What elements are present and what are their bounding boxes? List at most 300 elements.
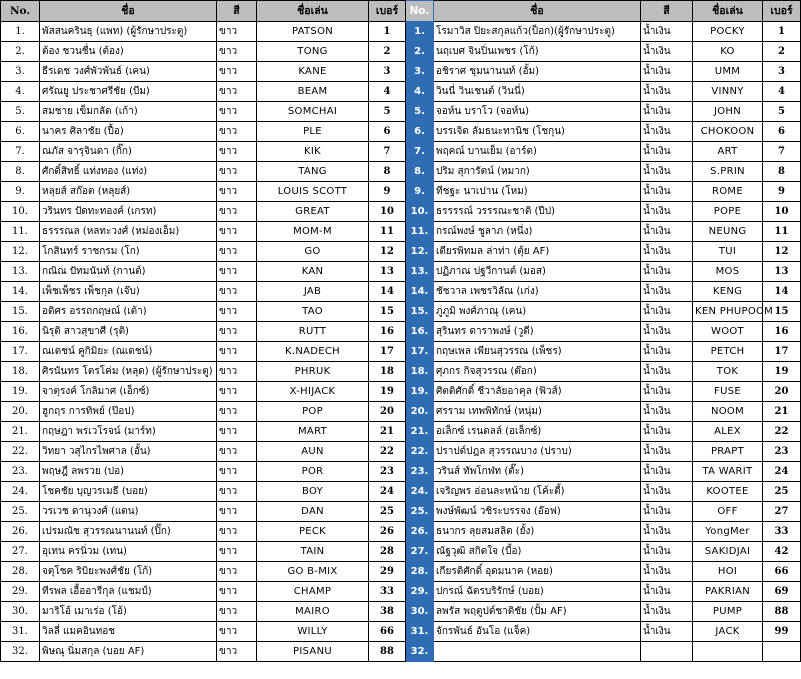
nickname: RUTT xyxy=(257,322,369,342)
team-color-right: น้ำเงิน xyxy=(641,282,693,302)
player-name: ทีรพล เอื้ออารีกุล (แชมป์) xyxy=(40,582,217,602)
nickname: TANG xyxy=(257,162,369,182)
player-name: กฤษฎา พรเวโรจน์ (มาร์ท) xyxy=(40,422,217,442)
table-row xyxy=(1,542,801,562)
shirt-number-right: 23 xyxy=(763,442,801,462)
row-number-right: 16. xyxy=(406,322,434,342)
nickname-right: CHOKOON xyxy=(693,122,763,142)
shirt-number-right: 15 xyxy=(763,302,801,322)
shirt-number-right: 99 xyxy=(763,622,801,642)
shirt-number: 13 xyxy=(369,262,406,282)
team-color-right: น้ำเงิน xyxy=(641,462,693,482)
team-color: ขาว xyxy=(217,582,257,602)
shirt-number: 1 xyxy=(369,22,406,42)
nickname: MART xyxy=(257,422,369,442)
table-row xyxy=(1,62,801,82)
team-color: ขาว xyxy=(217,362,257,382)
row-number: 30. xyxy=(1,602,40,622)
row-number: 26. xyxy=(1,522,40,542)
shirt-number: 26 xyxy=(369,522,406,542)
row-number-right: 11. xyxy=(406,222,434,242)
table-row xyxy=(1,22,801,42)
player-name-right: ปฏิภาณ ปฐวีกานต์ (มอส) xyxy=(434,262,641,282)
player-name: นาคร ศิลาชัย (ปื้อ) xyxy=(40,122,217,142)
row-number: 4. xyxy=(1,82,40,102)
row-number-right: 3. xyxy=(406,62,434,82)
nickname-right: PAKRIAN xyxy=(693,582,763,602)
header-shirt-number-right: เบอร์ xyxy=(763,1,801,22)
team-color: ขาว xyxy=(217,222,257,242)
row-number: 27. xyxy=(1,542,40,562)
row-number-right: 6. xyxy=(406,122,434,142)
row-number: 2. xyxy=(1,42,40,62)
header-name: ชื่อ xyxy=(40,1,217,22)
team-color-right: น้ำเงิน xyxy=(641,482,693,502)
player-name: เพ็ชเพ็ชร เพ็ชกุล (เจ๊บ) xyxy=(40,282,217,302)
table-row xyxy=(1,122,801,142)
shirt-number-right: 10 xyxy=(763,202,801,222)
player-name-right: ชัชวาล เพชรวิลัณ (เก่ง) xyxy=(434,282,641,302)
table-row xyxy=(1,482,801,502)
team-color-right: น้ำเงิน xyxy=(641,442,693,462)
row-number-right: 9. xyxy=(406,182,434,202)
nickname-right: KEN PHUPOOM xyxy=(693,302,763,322)
team-color-right: น้ำเงิน xyxy=(641,582,693,602)
row-number: 18. xyxy=(1,362,40,382)
nickname-right: ALEX xyxy=(693,422,763,442)
nickname: BOY xyxy=(257,482,369,502)
nickname-right: MOS xyxy=(693,262,763,282)
shirt-number: 14 xyxy=(369,282,406,302)
player-name-right: สุรินทร ดาราพงษ์ (วูดี) xyxy=(434,322,641,342)
nickname: GO B-MIX xyxy=(257,562,369,582)
row-number-right: 10. xyxy=(406,202,434,222)
shirt-number: 10 xyxy=(369,202,406,222)
shirt-number-right: 14 xyxy=(763,282,801,302)
shirt-number: 25 xyxy=(369,502,406,522)
shirt-number: 88 xyxy=(369,642,406,662)
shirt-number-right: 13 xyxy=(763,262,801,282)
row-number-right: 23. xyxy=(406,462,434,482)
player-name: สมชาย เข็มกลัด (เก้า) xyxy=(40,102,217,122)
table-row xyxy=(1,142,801,162)
row-number: 11. xyxy=(1,222,40,242)
table-row xyxy=(1,642,801,662)
nickname: TAO xyxy=(257,302,369,322)
row-number-right: 7. xyxy=(406,142,434,162)
team-color-right: น้ำเงิน xyxy=(641,522,693,542)
team-color-right: น้ำเงิน xyxy=(641,42,693,62)
team-color: ขาว xyxy=(217,442,257,462)
player-name: อุเทน ครนิ่วม (เทน) xyxy=(40,542,217,562)
row-number-right: 32. xyxy=(406,642,434,662)
row-number: 12. xyxy=(1,242,40,262)
player-name: กณิณ ปัทมนันท์ (กานต์) xyxy=(40,262,217,282)
shirt-number-right: 9 xyxy=(763,182,801,202)
team-color: ขาว xyxy=(217,122,257,142)
player-name-right: นฤเบศ จินปิ่นเพชร (โก้) xyxy=(434,42,641,62)
team-color: ขาว xyxy=(217,502,257,522)
table-row xyxy=(1,302,801,322)
nickname-right: S.PRIN xyxy=(693,162,763,182)
shirt-number-right: 11 xyxy=(763,222,801,242)
header-name-right: ชื่อ xyxy=(434,1,641,22)
shirt-number: 24 xyxy=(369,482,406,502)
row-number-right: 1. xyxy=(406,22,434,42)
player-name-right: วรินส์ ทัพโกฬท (ตั๊ะ) xyxy=(434,462,641,482)
player-name: วิลลี่ แมคอินทอช xyxy=(40,622,217,642)
nickname-right: PUMP xyxy=(693,602,763,622)
team-color-right: น้ำเงิน xyxy=(641,422,693,442)
nickname-right: NEUNG xyxy=(693,222,763,242)
nickname-right: KO xyxy=(693,42,763,62)
player-name: ธีรเดช วงศ์พัวพันธ์ (เคน) xyxy=(40,62,217,82)
shirt-number: 23 xyxy=(369,462,406,482)
nickname-right: JOHN xyxy=(693,102,763,122)
row-number: 16. xyxy=(1,322,40,342)
roster-body xyxy=(1,22,801,662)
shirt-number-right: 16 xyxy=(763,322,801,342)
shirt-number: 12 xyxy=(369,242,406,262)
player-name: พัสสนครินธุ (แพท) (ผู้รักษาประตู) xyxy=(40,22,217,42)
shirt-number: 9 xyxy=(369,182,406,202)
team-color: ขาว xyxy=(217,162,257,182)
table-row xyxy=(1,222,801,242)
shirt-number: 28 xyxy=(369,542,406,562)
team-color-right: น้ำเงิน xyxy=(641,102,693,122)
row-number-right: 13. xyxy=(406,262,434,282)
player-name-right: ณัฐวุฒิ สกิดใจ (บี้อ) xyxy=(434,542,641,562)
nickname: AUN xyxy=(257,442,369,462)
table-row xyxy=(1,422,801,442)
player-name: วรเวช ดานุวงศ์ (แดน) xyxy=(40,502,217,522)
player-name-right: พฤคณ์ บานเย็ม (อาร์ต) xyxy=(434,142,641,162)
team-color-right: น้ำเงิน xyxy=(641,222,693,242)
shirt-number-right: 20 xyxy=(763,382,801,402)
player-name: ศักดิ์สิทธิ์ แท่งทอง (แท่ง) xyxy=(40,162,217,182)
team-color-right xyxy=(641,642,693,662)
team-color-right: น้ำเงิน xyxy=(641,542,693,562)
table-row xyxy=(1,382,801,402)
nickname-right: OFF xyxy=(693,502,763,522)
shirt-number-right: 33 xyxy=(763,522,801,542)
row-number: 14. xyxy=(1,282,40,302)
row-number: 29. xyxy=(1,582,40,602)
player-name: จาตุรงค์ โกลิมาศ (เอ็กซ์) xyxy=(40,382,217,402)
nickname: BEAM xyxy=(257,82,369,102)
player-name: โกสินทร์ ราชกรม (โก) xyxy=(40,242,217,262)
player-name: ศรัณยู ประชาศรีชัย (บีม) xyxy=(40,82,217,102)
nickname: GREAT xyxy=(257,202,369,222)
player-name-right: อเล็กซ์ เรนดลล์ (อเล็กซ์) xyxy=(434,422,641,442)
nickname: KANE xyxy=(257,62,369,82)
shirt-number-right: 6 xyxy=(763,122,801,142)
nickname: MOM-M xyxy=(257,222,369,242)
table-row xyxy=(1,322,801,342)
shirt-number-right: 27 xyxy=(763,502,801,522)
row-number-right: 14. xyxy=(406,282,434,302)
shirt-number: 2 xyxy=(369,42,406,62)
shirt-number-right: 88 xyxy=(763,602,801,622)
row-number: 20. xyxy=(1,402,40,422)
row-number: 13. xyxy=(1,262,40,282)
row-number: 31. xyxy=(1,622,40,642)
team-color: ขาว xyxy=(217,602,257,622)
player-name-right: โรมาวิส ปิยะสกุลแก้ว(ป็อก)(ผู้รักษาประตู) xyxy=(434,22,641,42)
player-name: มาริโอ้ เมาเร่อ (โอ้) xyxy=(40,602,217,622)
player-name-right: ธนากร ลุยสมสลิต (ยั้ง) xyxy=(434,522,641,542)
row-number: 23. xyxy=(1,462,40,482)
nickname-right xyxy=(693,642,763,662)
team-color-right: น้ำเงิน xyxy=(641,122,693,142)
nickname: CHAMP xyxy=(257,582,369,602)
team-color: ขาว xyxy=(217,422,257,442)
player-name: หลุยส์ สก๊อต (หลุยส์) xyxy=(40,182,217,202)
team-color: ขาว xyxy=(217,562,257,582)
shirt-number-right: 66 xyxy=(763,562,801,582)
nickname-right: TUI xyxy=(693,242,763,262)
shirt-number: 66 xyxy=(369,622,406,642)
team-color-right: น้ำเงิน xyxy=(641,562,693,582)
shirt-number-right: 3 xyxy=(763,62,801,82)
nickname: MAIRO xyxy=(257,602,369,622)
team-color: ขาว xyxy=(217,382,257,402)
row-number: 6. xyxy=(1,122,40,142)
shirt-number-right: 5 xyxy=(763,102,801,122)
row-number-right: 31. xyxy=(406,622,434,642)
player-name-right: จอห์น บราโว (จอห์น) xyxy=(434,102,641,122)
table-row xyxy=(1,242,801,262)
nickname: KAN xyxy=(257,262,369,282)
shirt-number: 16 xyxy=(369,322,406,342)
team-color-right: น้ำเงิน xyxy=(641,402,693,422)
team-color-right: น้ำเงิน xyxy=(641,622,693,642)
team-color: ขาว xyxy=(217,102,257,122)
team-color: ขาว xyxy=(217,622,257,642)
row-number-right: 5. xyxy=(406,102,434,122)
player-name: ธรรรณล (หลทะวงศ์ (หม่องเอ็ม) xyxy=(40,222,217,242)
team-color: ขาว xyxy=(217,462,257,482)
row-number: 17. xyxy=(1,342,40,362)
nickname: GO xyxy=(257,242,369,262)
header-color: สี xyxy=(217,1,257,22)
shirt-number: 5 xyxy=(369,102,406,122)
table-row xyxy=(1,602,801,622)
nickname-right: ROME xyxy=(693,182,763,202)
nickname: PHRUK xyxy=(257,362,369,382)
player-name-right: ธรรรรณ์ วรรรณะชาติ (ปีป) xyxy=(434,202,641,222)
nickname-right: UMM xyxy=(693,62,763,82)
team-color: ขาว xyxy=(217,302,257,322)
player-name: พิษณุ นิ่มสกุล (บอย AF) xyxy=(40,642,217,662)
row-number-right: 28. xyxy=(406,562,434,582)
table-row xyxy=(1,82,801,102)
team-color-right: น้ำเงิน xyxy=(641,162,693,182)
nickname: PATSON xyxy=(257,22,369,42)
shirt-number-right: 22 xyxy=(763,422,801,442)
nickname: X-HIJACK xyxy=(257,382,369,402)
row-number-right: 2. xyxy=(406,42,434,62)
team-color: ขาว xyxy=(217,242,257,262)
team-color-right: น้ำเงิน xyxy=(641,322,693,342)
player-name: ต้อง ชวนชื่น (ต้อง) xyxy=(40,42,217,62)
shirt-number: 17 xyxy=(369,342,406,362)
shirt-number-right: 12 xyxy=(763,242,801,262)
nickname-right: NOOM xyxy=(693,402,763,422)
row-number-right: 19. xyxy=(406,382,434,402)
table-header-row xyxy=(1,1,801,22)
shirt-number-right: 69 xyxy=(763,582,801,602)
nickname: PECK xyxy=(257,522,369,542)
player-name-right: กฤษเพล เพียนสุวรรณ (เพ็ชร) xyxy=(434,342,641,362)
row-number-right: 20. xyxy=(406,402,434,422)
row-number-right: 4. xyxy=(406,82,434,102)
player-name-right: ทีชฐะ นาเปาน (โหม) xyxy=(434,182,641,202)
shirt-number: 22 xyxy=(369,442,406,462)
shirt-number-right: 8 xyxy=(763,162,801,182)
team-color-right: น้ำเงิน xyxy=(641,262,693,282)
row-number: 9. xyxy=(1,182,40,202)
player-name-right: วินนี่ วินเชนต์ (วินนี่) xyxy=(434,82,641,102)
player-name: วิทยา วสุไกรไพศาล (อั้น) xyxy=(40,442,217,462)
team-color: ขาว xyxy=(217,482,257,502)
player-name-right: เตียรพิทมล ล่าท่า (ตุ้ย AF) xyxy=(434,242,641,262)
team-color: ขาว xyxy=(217,62,257,82)
player-name: ฮูกฤร การทิพย์ (ป๊อป) xyxy=(40,402,217,422)
shirt-number-right: 17 xyxy=(763,342,801,362)
header-no-right: No. xyxy=(406,1,434,22)
nickname-right: ART xyxy=(693,142,763,162)
shirt-number: 20 xyxy=(369,402,406,422)
table-row xyxy=(1,502,801,522)
nickname: WILLY xyxy=(257,622,369,642)
team-color: ขาว xyxy=(217,42,257,62)
team-color: ขาว xyxy=(217,522,257,542)
table-row xyxy=(1,622,801,642)
row-number: 25. xyxy=(1,502,40,522)
team-color: ขาว xyxy=(217,322,257,342)
player-name-right: ปริม สุการัตน์ (หมาก) xyxy=(434,162,641,182)
shirt-number: 6 xyxy=(369,122,406,142)
shirt-number: 15 xyxy=(369,302,406,322)
table-row xyxy=(1,182,801,202)
row-number-right: 17. xyxy=(406,342,434,362)
player-name-right: เกียรติศักดิ์ อุดมนาค (หอย) xyxy=(434,562,641,582)
team-color-right: น้ำเงิน xyxy=(641,382,693,402)
header-no: No. xyxy=(1,1,40,22)
nickname-right: POCKY xyxy=(693,22,763,42)
table-row xyxy=(1,462,801,482)
row-number-right: 24. xyxy=(406,482,434,502)
row-number: 3. xyxy=(1,62,40,82)
nickname-right: KENG xyxy=(693,282,763,302)
table-row xyxy=(1,442,801,462)
player-name: พฤษฎี ลพรวย (ปอ) xyxy=(40,462,217,482)
team-color-right: น้ำเงิน xyxy=(641,242,693,262)
nickname-right: PETCH xyxy=(693,342,763,362)
nickname-right: TOK xyxy=(693,362,763,382)
table-row xyxy=(1,342,801,362)
team-color-right: น้ำเงิน xyxy=(641,302,693,322)
row-number: 7. xyxy=(1,142,40,162)
nickname-right: JACK xyxy=(693,622,763,642)
row-number: 28. xyxy=(1,562,40,582)
team-color: ขาว xyxy=(217,342,257,362)
header-shirt-number: เบอร์ xyxy=(369,1,406,22)
player-name: ณภัส จารุจินดา (กิ๊ก) xyxy=(40,142,217,162)
header-color-right: สี xyxy=(641,1,693,22)
shirt-number-right: 21 xyxy=(763,402,801,422)
shirt-number-right: 42 xyxy=(763,542,801,562)
row-number-right: 8. xyxy=(406,162,434,182)
player-name-right: จักรพันธ์ อันโอ (แจ็ค) xyxy=(434,622,641,642)
team-color-right: น้ำเงิน xyxy=(641,82,693,102)
shirt-number: 4 xyxy=(369,82,406,102)
nickname: DAN xyxy=(257,502,369,522)
row-number-right: 12. xyxy=(406,242,434,262)
nickname-right: PRAPT xyxy=(693,442,763,462)
shirt-number-right: 4 xyxy=(763,82,801,102)
shirt-number: 3 xyxy=(369,62,406,82)
header-nickname-right: ชื่อเล่น xyxy=(693,1,763,22)
player-name-right: ศรราม เทพพิทักษ์ (หนุ่ม) xyxy=(434,402,641,422)
team-color-right: น้ำเงิน xyxy=(641,342,693,362)
row-number-right: 27. xyxy=(406,542,434,562)
table-row xyxy=(1,202,801,222)
player-name-right: ศุภกร กิจสุวรรณ (ต๊อก) xyxy=(434,362,641,382)
nickname-right: SAKIDJAI xyxy=(693,542,763,562)
row-number: 22. xyxy=(1,442,40,462)
team-color-right: น้ำเงิน xyxy=(641,502,693,522)
player-name: ศิรนันทร โตรโค่ม (หลุด) (ผู้รักษาประตู) xyxy=(40,362,217,382)
team-color-right: น้ำเงิน xyxy=(641,62,693,82)
shirt-number: 7 xyxy=(369,142,406,162)
player-name-right: ลพรัส พฤตูปต์ชาติชัย (ปั้ม AF) xyxy=(434,602,641,622)
player-name: โชคชัย บุญวรเมธี (บอย) xyxy=(40,482,217,502)
team-color: ขาว xyxy=(217,642,257,662)
team-color-right: น้ำเงิน xyxy=(641,22,693,42)
shirt-number-right: 24 xyxy=(763,462,801,482)
team-color-right: น้ำเงิน xyxy=(641,202,693,222)
shirt-number-right: 25 xyxy=(763,482,801,502)
row-number: 8. xyxy=(1,162,40,182)
shirt-number-right: 2 xyxy=(763,42,801,62)
row-number: 10. xyxy=(1,202,40,222)
shirt-number: 33 xyxy=(369,582,406,602)
shirt-number-right: 7 xyxy=(763,142,801,162)
player-name: เปรมณัช สุวรรณนานนท์ (ปิ๊ก) xyxy=(40,522,217,542)
nickname-right: HOI xyxy=(693,562,763,582)
team-color: ขาว xyxy=(217,22,257,42)
nickname: POR xyxy=(257,462,369,482)
team-color-right: น้ำเงิน xyxy=(641,362,693,382)
team-color-right: น้ำเงิน xyxy=(641,142,693,162)
nickname: JAB xyxy=(257,282,369,302)
team-color: ขาว xyxy=(217,142,257,162)
team-color: ขาว xyxy=(217,282,257,302)
player-name-right: พงษ์พัฒน์ วชิระบรรจง (อ๊อฟ) xyxy=(434,502,641,522)
row-number: 21. xyxy=(1,422,40,442)
row-number-right: 22. xyxy=(406,442,434,462)
row-number-right: 29. xyxy=(406,582,434,602)
table-row xyxy=(1,262,801,282)
row-number: 19. xyxy=(1,382,40,402)
table-row xyxy=(1,102,801,122)
player-name-right: ศิตติศักดิ์ ชีวาลัยอาคุล (ฟิวส์) xyxy=(434,382,641,402)
nickname-right: FUSE xyxy=(693,382,763,402)
player-name: อดิศร อรรถกฤษณ์ (เต้า) xyxy=(40,302,217,322)
nickname-right: WOOT xyxy=(693,322,763,342)
